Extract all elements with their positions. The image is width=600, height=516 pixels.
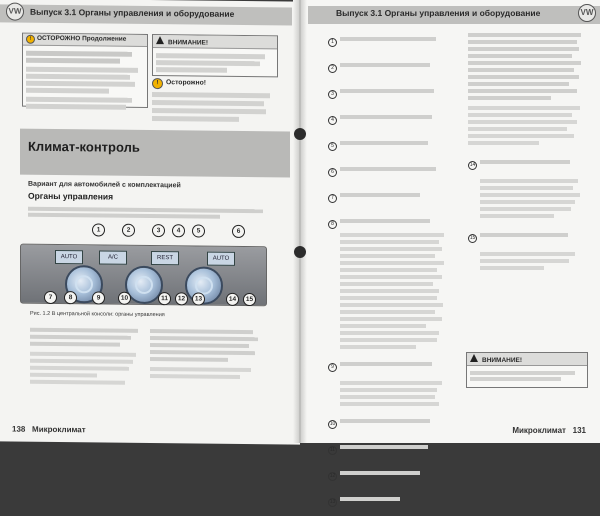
list-number: 4 (328, 116, 337, 125)
list-item (468, 153, 586, 171)
warning-triangle-icon (470, 354, 479, 362)
callout-14: 14 (226, 293, 239, 306)
callout-1: 1 (92, 223, 105, 236)
right-page-number: 131 (572, 426, 586, 435)
left-header-title: Выпуск 3.1 Органы управления и оборудование (30, 6, 235, 19)
callout-9: 9 (92, 291, 105, 304)
left-page-footer (12, 425, 86, 435)
caution-icon: ! (152, 78, 163, 89)
panel-display-3: REST (151, 251, 179, 265)
right-page-footer (512, 426, 586, 435)
warning-box (152, 34, 278, 77)
left-footer-label: Микроклимат (32, 424, 86, 435)
left-header-bar (0, 4, 292, 25)
right-page (300, 0, 600, 505)
section-intro (28, 205, 268, 222)
list-number: 2 (328, 64, 337, 73)
list-item (328, 412, 448, 430)
caution-note: ! Осторожно! (152, 78, 276, 125)
list-number: 7 (328, 194, 337, 203)
right-warning-box (466, 352, 588, 388)
list-number: 10 (329, 421, 336, 427)
section-title: Климат-контроль (28, 138, 140, 155)
callout-10: 10 (118, 292, 131, 305)
section-sub: Вариант для автомобилей с комплектацией (28, 180, 181, 190)
figure-caption: Рис. 1.2 В центральной консоли: органы управления (30, 310, 165, 319)
caution-box-head: ! ОСТОРОЖНО Продолжение (23, 34, 147, 47)
list-number: 1 (328, 38, 337, 47)
list-item (328, 82, 448, 100)
callout-7: 7 (44, 291, 57, 304)
list-number: 5 (328, 142, 337, 151)
warning-triangle-icon (156, 36, 165, 44)
right-column-text (150, 326, 262, 382)
controls-list (328, 30, 448, 516)
list-number: 11 (329, 447, 336, 453)
caution-icon: ! (26, 35, 35, 44)
list-number: 3 (328, 90, 337, 99)
caution-box (22, 33, 148, 108)
binder-hole (294, 246, 306, 258)
list-number: 6 (328, 168, 337, 177)
list-item (328, 355, 448, 373)
list-item (328, 464, 448, 482)
vw-logo-icon: VW (578, 4, 596, 22)
left-page (0, 0, 300, 445)
list-item (328, 186, 448, 204)
right-footer-label: Микроклимат (512, 426, 566, 435)
list-item (328, 490, 448, 508)
callout-2: 2 (122, 224, 135, 237)
callout-5: 5 (192, 224, 205, 237)
callout-4: 4 (172, 224, 185, 237)
right-header-bar (308, 6, 600, 24)
panel-display-2: A/C (99, 250, 127, 264)
list-item (328, 108, 448, 126)
list-item (328, 212, 448, 230)
warning-box-head: ВНИМАНИЕ! (153, 35, 277, 49)
list-number: 14 (469, 162, 476, 168)
caution-box-body (23, 46, 147, 115)
left-column-text (30, 325, 142, 388)
list-item (328, 438, 448, 456)
section-heading: Органы управления (28, 190, 114, 202)
panel-display-4: AUTO (207, 252, 235, 266)
list-item (468, 226, 586, 244)
list-number: 8 (328, 220, 337, 229)
list-item (328, 30, 448, 48)
binder-hole (294, 128, 306, 140)
list-number: 12 (329, 473, 336, 479)
left-page-number: 138 (12, 424, 26, 434)
callout-3: 3 (152, 224, 165, 237)
callout-11: 11 (158, 292, 171, 305)
callout-12: 12 (175, 292, 188, 305)
book-gutter (293, 0, 307, 443)
right-warning-box-head: ВНИМАНИЕ! (467, 353, 587, 366)
vw-logo-icon: VW (6, 2, 24, 20)
list-item (328, 134, 448, 152)
list-item (328, 160, 448, 178)
list-item (328, 56, 448, 74)
controls-list-continued (468, 30, 586, 273)
callout-6: 6 (232, 225, 245, 238)
panel-display-1: AUTO (55, 250, 83, 264)
list-number: 13 (329, 499, 336, 505)
callout-8: 8 (64, 291, 77, 304)
list-number: 9 (328, 363, 337, 372)
list-number: 15 (469, 235, 476, 241)
callout-15: 15 (243, 293, 256, 306)
right-header-title: Выпуск 3.1 Органы управления и оборудование (336, 8, 541, 18)
callout-13: 13 (192, 292, 205, 305)
